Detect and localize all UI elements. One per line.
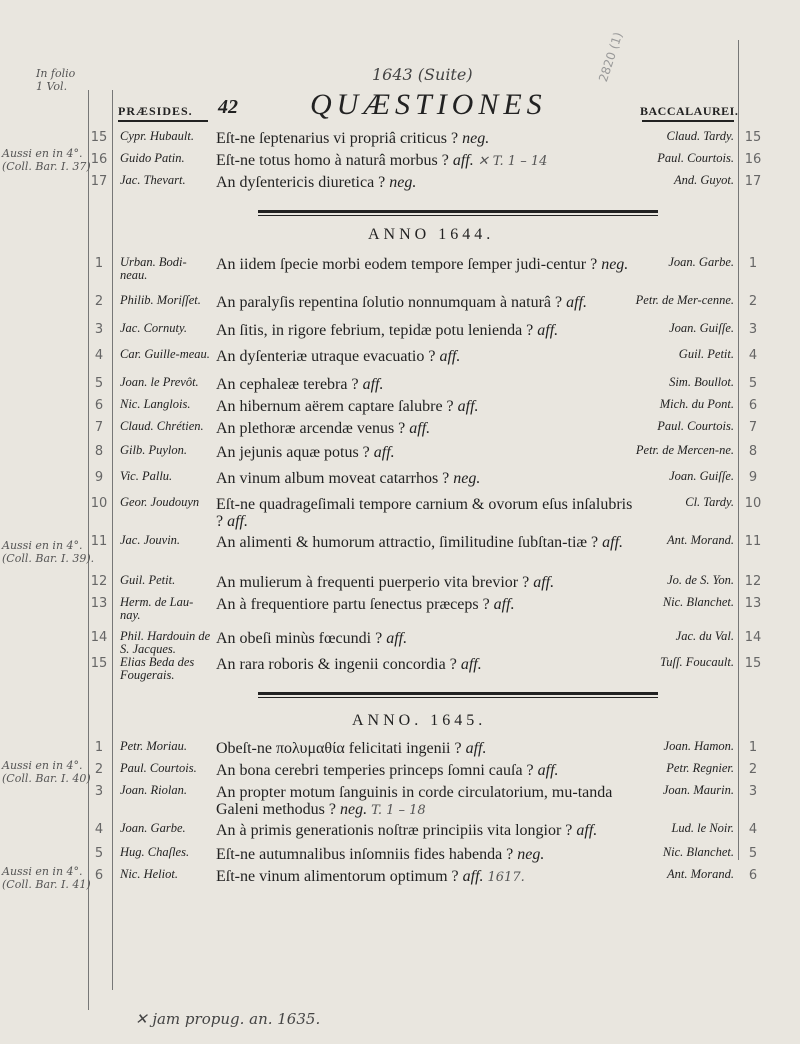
header-praesides: PRÆSIDES. xyxy=(118,104,193,118)
verdict: aff. xyxy=(533,574,555,591)
row-number: 3 xyxy=(94,784,104,799)
verdict: aff. xyxy=(460,656,482,673)
question-body: An à primis generationis noſtræ principiis vita longior ? xyxy=(216,822,573,839)
praeses-name: Guil. Petit. xyxy=(120,573,176,587)
row-number: 5 xyxy=(94,376,104,391)
row-number: 16 xyxy=(90,152,108,167)
question-text xyxy=(216,656,636,673)
baccalaureus-name: Ant. Morand. xyxy=(666,533,734,547)
question-body: An alimenti & humorum attractio, ſimilitudine ſubſtan-tiæ ? xyxy=(216,534,599,551)
row-number-right: 4 xyxy=(748,822,758,837)
row-number: 9 xyxy=(94,470,104,485)
question-text xyxy=(216,784,636,819)
verdict: aff. xyxy=(227,513,248,530)
praeses-name: Jac. Jouvin. xyxy=(120,533,181,547)
verdict: aff. xyxy=(465,740,487,757)
row-number: 10 xyxy=(90,496,108,511)
handwritten-reference: 1617. xyxy=(487,870,525,885)
praeses-name: Paul. Courtois. xyxy=(120,761,197,775)
question-text xyxy=(216,322,636,339)
praeses-name: Cypr. Hubault. xyxy=(120,129,194,143)
praeses-name: Urban. Bodi-neau. xyxy=(120,255,187,282)
numbers-column-line xyxy=(112,90,113,990)
baccalaureus-name: Nic. Blanchet. xyxy=(662,845,734,859)
question-body: An bona cerebri temperies princeps ſomni cauſa ? xyxy=(216,762,534,779)
praeses-name: Joan. Garbe. xyxy=(120,821,186,835)
margin-note: Aussi en in 4°. (Coll. Bar. I. 40) xyxy=(2,759,91,785)
verdict: neg. xyxy=(601,256,629,273)
baccalaureus-name: Guil. Petit. xyxy=(678,347,734,361)
question-body: Eſt-ne autumnalibus inſomniis fides habenda ? xyxy=(216,846,514,863)
verdict: aff. xyxy=(566,294,588,311)
verdict: neg. xyxy=(453,470,481,487)
row-number: 8 xyxy=(94,444,104,459)
baccalaureus-name: Sim. Boullot. xyxy=(669,375,734,389)
year-heading-1644: ANNO 1644. xyxy=(368,226,495,243)
baccalaureus-name: Joan. Hamon. xyxy=(663,739,734,753)
verdict: aff. xyxy=(386,630,408,647)
header-baccalaurei: BACCALAUREI. xyxy=(640,104,739,118)
verdict: aff. xyxy=(452,152,474,169)
praeses-name: Hug. Chaſles. xyxy=(120,845,190,859)
baccalaureus-name: Jo. de S. Yon. xyxy=(667,573,734,587)
row-number-right: 9 xyxy=(748,470,758,485)
verdict: aff. xyxy=(537,322,559,339)
praeses-name: Phil. Hardouin de S. Jacques. xyxy=(120,629,211,656)
verdict: aff. xyxy=(602,534,624,551)
praeses-name: Philib. Moriſſet. xyxy=(120,293,201,307)
row-number: 11 xyxy=(90,534,108,549)
question-text xyxy=(216,630,636,647)
verdict: neg. xyxy=(462,130,490,147)
question-text xyxy=(216,534,636,551)
verdict: aff. xyxy=(373,444,395,461)
row-number-right: 12 xyxy=(744,574,762,589)
baccalaureus-name: Nic. Blanchet. xyxy=(662,595,734,609)
row-number: 4 xyxy=(94,348,104,363)
baccalaureus-name: Cl. Tardy. xyxy=(685,495,734,509)
praeses-name: Petr. Moriau. xyxy=(120,739,188,753)
baccalaureus-name: Petr. de Mercen-ne. xyxy=(635,443,734,457)
row-number: 15 xyxy=(90,656,108,671)
baccalaureus-name: Lud. le Noir. xyxy=(671,821,734,835)
row-number-right: 13 xyxy=(744,596,762,611)
row-number-right: 3 xyxy=(748,322,758,337)
question-body: An obeſi minùs fœcundi ? xyxy=(216,630,383,647)
question-body: An vinum album moveat catarrhos ? xyxy=(216,470,450,487)
question-text xyxy=(216,574,636,591)
row-number: 2 xyxy=(94,762,104,777)
row-number: 15 xyxy=(90,130,108,145)
verdict: aff. xyxy=(439,348,461,365)
question-text xyxy=(216,376,636,393)
question-body: An rara roboris & ingenii concordia ? xyxy=(216,656,457,673)
row-number-right: 5 xyxy=(748,376,758,391)
question-text xyxy=(216,868,636,886)
handwritten-reference: T. 1 – 18 xyxy=(371,803,426,818)
row-number: 5 xyxy=(94,846,104,861)
row-number: 17 xyxy=(90,174,108,189)
right-margin-line xyxy=(738,40,739,860)
praeses-name: Car. Guille-meau. xyxy=(120,347,210,361)
question-text xyxy=(216,294,636,311)
verdict: aff. xyxy=(457,398,479,415)
row-number-right: 15 xyxy=(744,130,762,145)
question-text xyxy=(216,348,636,365)
praeses-name: Claud. Chrétien. xyxy=(120,419,204,433)
question-body: An dyſenteriæ utraque evacuatio ? xyxy=(216,348,436,365)
baccalaureus-name: And. Guyot. xyxy=(673,173,734,187)
row-number-right: 1 xyxy=(748,740,758,755)
question-body: An plethoræ arcendæ venus ? xyxy=(216,420,406,437)
praeses-name: Herm. de Lau-nay. xyxy=(120,595,194,622)
question-body: Eſt-ne totus homo à naturâ morbus ? xyxy=(216,152,449,169)
margin-note-volume: In folio 1 Vol. xyxy=(36,67,76,93)
row-number-right: 2 xyxy=(748,762,758,777)
verdict: aff. xyxy=(462,868,484,885)
baccalaureus-name: Joan. Guiſſe. xyxy=(669,469,734,483)
verdict: neg. xyxy=(517,846,545,863)
baccalaureus-name: Joan. Guiſſe. xyxy=(669,321,734,335)
row-number-right: 5 xyxy=(748,846,758,861)
question-body: Eſt-ne quadrageſimali tempore carnium & ovorum eſus inſalubris ? xyxy=(216,496,633,530)
praeses-name: Guido Patin. xyxy=(120,151,185,165)
question-body: An paralyſis repentina ſolutio nonnumquam à naturâ ? xyxy=(216,294,563,311)
question-body: Eſt-ne vinum alimentorum optimum ? xyxy=(216,868,459,885)
row-number: 1 xyxy=(94,740,104,755)
praeses-name: Nic. Heliot. xyxy=(120,867,178,881)
row-number-right: 16 xyxy=(744,152,762,167)
praeses-name: Gilb. Puylon. xyxy=(120,443,188,457)
baccalaureus-name: Petr. Regnier. xyxy=(666,761,734,775)
margin-note: Aussi en in 4°. (Coll. Bar. I. 37) xyxy=(2,147,91,173)
row-number-right: 3 xyxy=(748,784,758,799)
row-number-right: 6 xyxy=(748,868,758,883)
question-text xyxy=(216,130,636,147)
baccalaureus-name: Joan. Maurin. xyxy=(662,783,734,797)
verdict: neg. xyxy=(339,801,368,818)
verdict: aff. xyxy=(537,762,559,779)
baccalaureus-name: Mich. du Pont. xyxy=(659,397,734,411)
row-number-right: 6 xyxy=(748,398,758,413)
question-body: An jejunis aquæ potus ? xyxy=(216,444,370,461)
praeses-name: Vic. Pallu. xyxy=(120,469,173,483)
question-body: An ſitis, in rigore febrium, tepidæ potu lenienda ? xyxy=(216,322,534,339)
baccalaureus-name: Claud. Tardy. xyxy=(666,129,734,143)
baccalaureus-name: Petr. de Mer-cenne. xyxy=(635,293,734,307)
verdict: aff. xyxy=(493,596,515,613)
question-body: An dyſentericis diuretica ? xyxy=(216,174,386,191)
question-text xyxy=(216,152,636,170)
row-number: 14 xyxy=(90,630,108,645)
question-body: Eſt-ne ſeptenarius vi propriâ criticus ? xyxy=(216,130,459,147)
margin-note: Aussi en in 4°. (Coll. Bar. I. 41) xyxy=(2,865,91,891)
question-text xyxy=(216,420,636,437)
row-number: 7 xyxy=(94,420,104,435)
question-body: Obeſt-ne πολυμαθία felicitati ingenii ? xyxy=(216,740,462,757)
question-text xyxy=(216,174,636,191)
row-number: 6 xyxy=(94,398,104,413)
library-stamp: 2820 (1) xyxy=(596,30,626,84)
section-divider-thin xyxy=(258,697,658,698)
row-number-right: 17 xyxy=(744,174,762,189)
question-text xyxy=(216,740,636,757)
question-text xyxy=(216,256,636,273)
verdict: neg. xyxy=(389,174,417,191)
handwritten-year: 1643 (Suite) xyxy=(372,65,473,84)
page-title: QUÆSTIONES xyxy=(310,88,547,121)
question-body: An à frequentiore partu ſenectus præceps ? xyxy=(216,596,490,613)
header-rule-left xyxy=(118,120,208,122)
question-text xyxy=(216,444,636,461)
header-rule-right xyxy=(642,120,734,122)
row-number-right: 8 xyxy=(748,444,758,459)
praeses-name: Nic. Langlois. xyxy=(120,397,191,411)
praeses-name: Elias Beda des Fougerais. xyxy=(120,655,195,682)
question-text xyxy=(216,822,636,839)
question-text xyxy=(216,596,636,613)
margin-note: Aussi en in 4°. (Coll. Bar. I. 39). xyxy=(2,539,95,565)
question-body: An hibernum aërem captare ſalubre ? xyxy=(216,398,454,415)
row-number: 4 xyxy=(94,822,104,837)
baccalaureus-name: Joan. Garbe. xyxy=(668,255,734,269)
row-number-right: 10 xyxy=(744,496,762,511)
row-number: 1 xyxy=(94,256,104,271)
section-divider xyxy=(258,210,658,213)
baccalaureus-name: Ant. Morand. xyxy=(666,867,734,881)
baccalaureus-name: Paul. Courtois. xyxy=(657,419,734,433)
row-number-right: 14 xyxy=(744,630,762,645)
row-number: 6 xyxy=(94,868,104,883)
question-body: An cephaleæ terebra ? xyxy=(216,376,359,393)
baccalaureus-name: Tuſſ. Foucault. xyxy=(660,655,734,669)
row-number: 13 xyxy=(90,596,108,611)
question-text xyxy=(216,846,636,863)
year-heading-1645: ANNO. 1645. xyxy=(352,712,487,729)
praeses-name: Jac. Cornuty. xyxy=(120,321,188,335)
handwritten-footnote: ✕ jam propug. an. 1635. xyxy=(135,1010,321,1028)
question-body: An iidem ſpecie morbi eodem tempore ſemper judi-centur ? xyxy=(216,256,598,273)
row-number: 3 xyxy=(94,322,104,337)
page-number: 42 xyxy=(218,96,238,118)
baccalaureus-name: Paul. Courtois. xyxy=(657,151,734,165)
question-body: An mulierum à frequenti puerperio vita brevior ? xyxy=(216,574,530,591)
row-number: 12 xyxy=(90,574,108,589)
row-number-right: 7 xyxy=(748,420,758,435)
row-number-right: 1 xyxy=(748,256,758,271)
praeses-name: Joan. Riolan. xyxy=(120,783,188,797)
question-body: An propter motum ſanguinis in corde circulatorium, mu-tanda Galeni methodus ? xyxy=(216,784,613,818)
praeses-name: Jac. Thevart. xyxy=(120,173,186,187)
baccalaureus-name: Jac. du Val. xyxy=(675,629,734,643)
section-divider xyxy=(258,692,658,695)
row-number: 2 xyxy=(94,294,104,309)
section-divider-thin xyxy=(258,215,658,216)
verdict: aff. xyxy=(576,822,598,839)
verdict: aff. xyxy=(409,420,431,437)
question-text xyxy=(216,496,636,530)
handwritten-reference: ✕ T. 1 – 14 xyxy=(477,154,548,169)
row-number-right: 2 xyxy=(748,294,758,309)
row-number-right: 4 xyxy=(748,348,758,363)
row-number-right: 11 xyxy=(744,534,762,549)
row-number-right: 15 xyxy=(744,656,762,671)
question-text xyxy=(216,470,636,487)
question-text xyxy=(216,398,636,415)
praeses-name: Joan. le Prevôt. xyxy=(120,375,199,389)
praeses-name: Geor. Joudouyn xyxy=(120,495,200,509)
verdict: aff. xyxy=(362,376,384,393)
question-text xyxy=(216,762,636,779)
